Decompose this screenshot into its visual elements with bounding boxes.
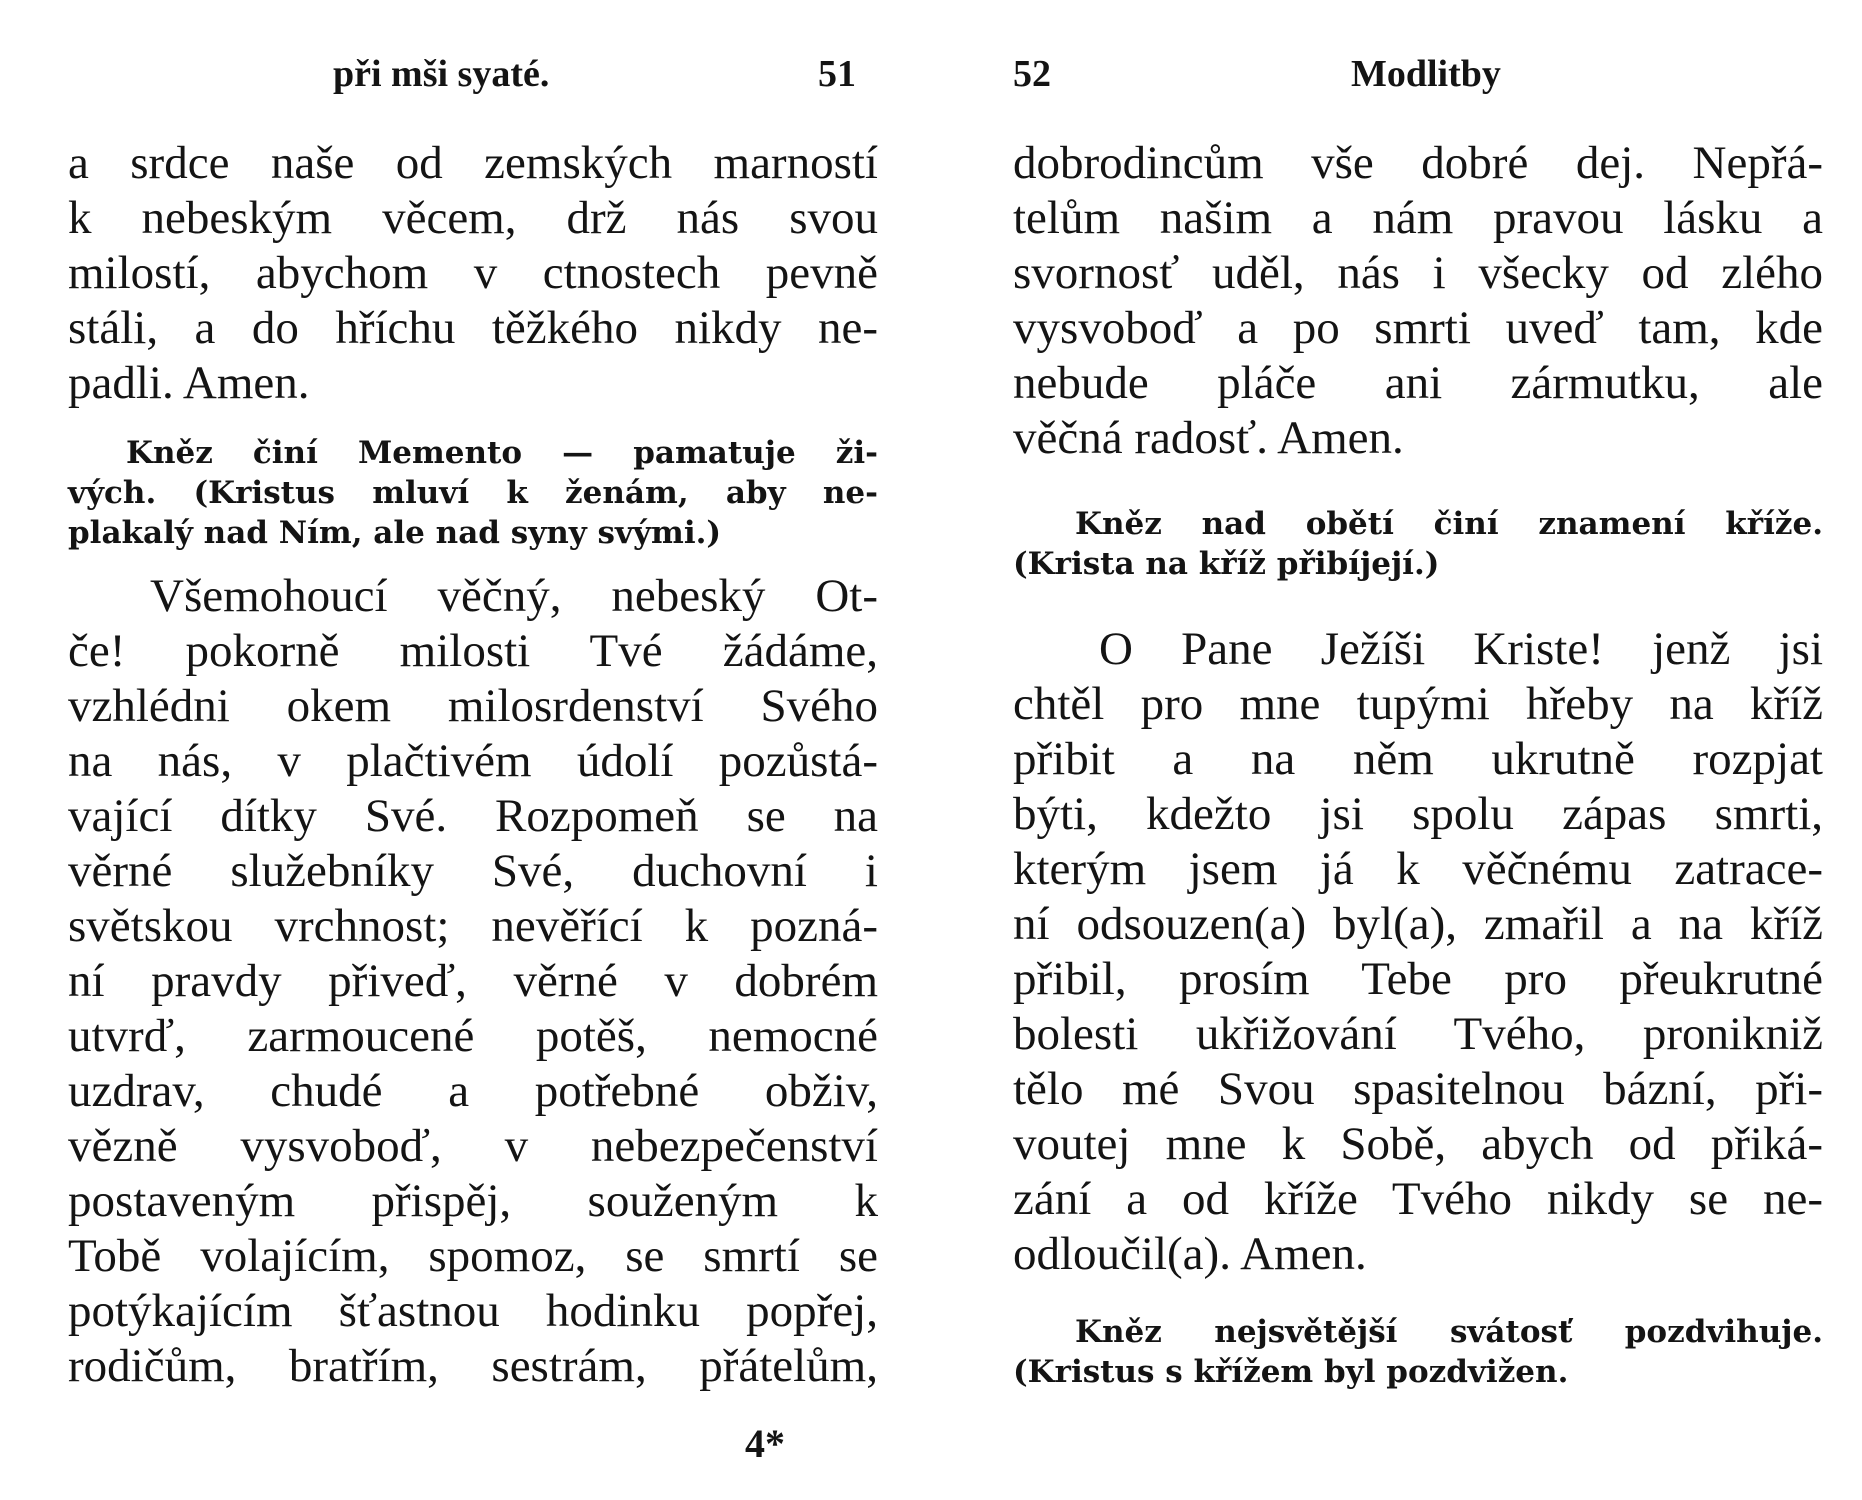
text-line: věčná radosť. Amen. [1013, 412, 1404, 464]
right-paragraph-2 [1013, 622, 1823, 1282]
text-line: světskou vrchnost; nevěřící k pozná- [68, 900, 878, 952]
text-line: nebude pláče ani zármutku, ale [1013, 357, 1823, 409]
text-line: k nebeským věcem, drž nás svou [68, 192, 878, 244]
rubric-line: (Krista na kříž přibíjejí.) [1013, 546, 1440, 582]
left-paragraph-1 [68, 136, 878, 411]
text-line: vající dítky Své. Rozpomeň se na [68, 790, 878, 842]
left-page [68, 0, 878, 1394]
text-line: potýkajícím šťastnou hodinku popřej, [68, 1285, 878, 1337]
left-rubric [68, 433, 878, 553]
text-line: Všemohoucí věčný, nebeský Ot- [150, 570, 878, 622]
right-paragraph-1 [1013, 136, 1823, 466]
rubric-line: (Kristus s křížem byl pozdvižen. [1013, 1354, 1569, 1390]
right-rubric [1013, 504, 1823, 584]
text-line: milostí, abychom v ctnostech pevně [68, 247, 878, 299]
text-line: O Pane Ježíši Kriste! jenž jsi [1099, 623, 1823, 675]
left-running-head [68, 0, 878, 110]
rubric-line: Kněz činí Memento — pamatuje ži- [126, 435, 878, 471]
rubric-line: plakalý nad Ním, ale nad syny svými.) [68, 515, 722, 551]
text-line: stáli, a do hříchu těžkého nikdy ne- [68, 302, 878, 354]
text-line: bolesti ukřižování Tvého, pronikniž [1013, 1008, 1823, 1060]
text-line: vězně vysvoboď, v nebezpečenství [68, 1120, 878, 1172]
text-line: zání a od kříže Tvého nikdy se ne- [1013, 1173, 1823, 1225]
left-page-number: 51 [818, 53, 856, 95]
text-line: tělo mé Svou spasitelnou bázní, při- [1013, 1063, 1823, 1115]
text-line: kterým jsem já k věčnému zatrace- [1013, 843, 1823, 895]
text-line: a srdce naše od zemských marností [68, 137, 878, 189]
text-line: če! pokorně milosti Tvé žádáme, [68, 625, 878, 677]
right-page [1013, 0, 1823, 1392]
rubric-line: Kněz nejsvětější svátosť pozdvihuje. [1075, 1314, 1823, 1350]
text-line: na nás, v plačtivém údolí pozůstá- [68, 735, 878, 787]
text-line: chtěl pro mne tupými hřeby na kříž [1013, 678, 1823, 730]
text-line: svornosť uděl, nás i všecky od zlého [1013, 247, 1823, 299]
right-running-title: Modlitby [1351, 53, 1501, 95]
text-line: odloučil(a). Amen. [1013, 1228, 1367, 1280]
text-line: rodičům, bratřím, sestrám, přátelům, [68, 1340, 878, 1392]
text-line: uzdrav, chudé a potřebné obživ, [68, 1065, 878, 1117]
text-line: voutej mne k Sobě, abych od přiká- [1013, 1118, 1823, 1170]
text-line: věrné služebníky Své, duchovní i [68, 845, 878, 897]
text-line: dobrodincům vše dobré dej. Nepřá- [1013, 137, 1823, 189]
text-line: přibit a na něm ukrutně rozpjat [1013, 733, 1823, 785]
text-line: Tobě volajícím, spomoz, se smrtí se [68, 1230, 878, 1282]
text-line: ní pravdy přiveď, věrné v dobrém [68, 955, 878, 1007]
left-running-title: při mši syaté. [333, 53, 550, 95]
text-line: telům našim a nám pravou lásku a [1013, 192, 1823, 244]
left-paragraph-2 [68, 569, 878, 1394]
text-line: vzhlédni okem milosrdenství Svého [68, 680, 878, 732]
text-line: utvrď, zarmoucené potěš, nemocné [68, 1010, 878, 1062]
right-running-head [1013, 0, 1823, 110]
text-line: ní odsouzen(a) byl(a), zmařil a na kříž [1013, 898, 1823, 950]
signature-mark: 4* [745, 1421, 785, 1466]
rubric-line: Kněz nad obětí činí znamení kříže. [1075, 506, 1823, 542]
rubric-line: vých. (Kristus mluví k ženám, aby ne- [68, 475, 878, 511]
right-page-number: 52 [1013, 53, 1051, 95]
text-line: býti, kdežto jsi spolu zápas smrti, [1013, 788, 1823, 840]
text-line: přibil, prosím Tebe pro přeukrutné [1013, 953, 1823, 1005]
right-rubric-2 [1013, 1312, 1823, 1392]
text-line: padli. Amen. [68, 357, 310, 409]
text-line: vysvoboď a po smrti uveď tam, kde [1013, 302, 1823, 354]
text-line: postaveným přispěj, souženým k [68, 1175, 878, 1227]
